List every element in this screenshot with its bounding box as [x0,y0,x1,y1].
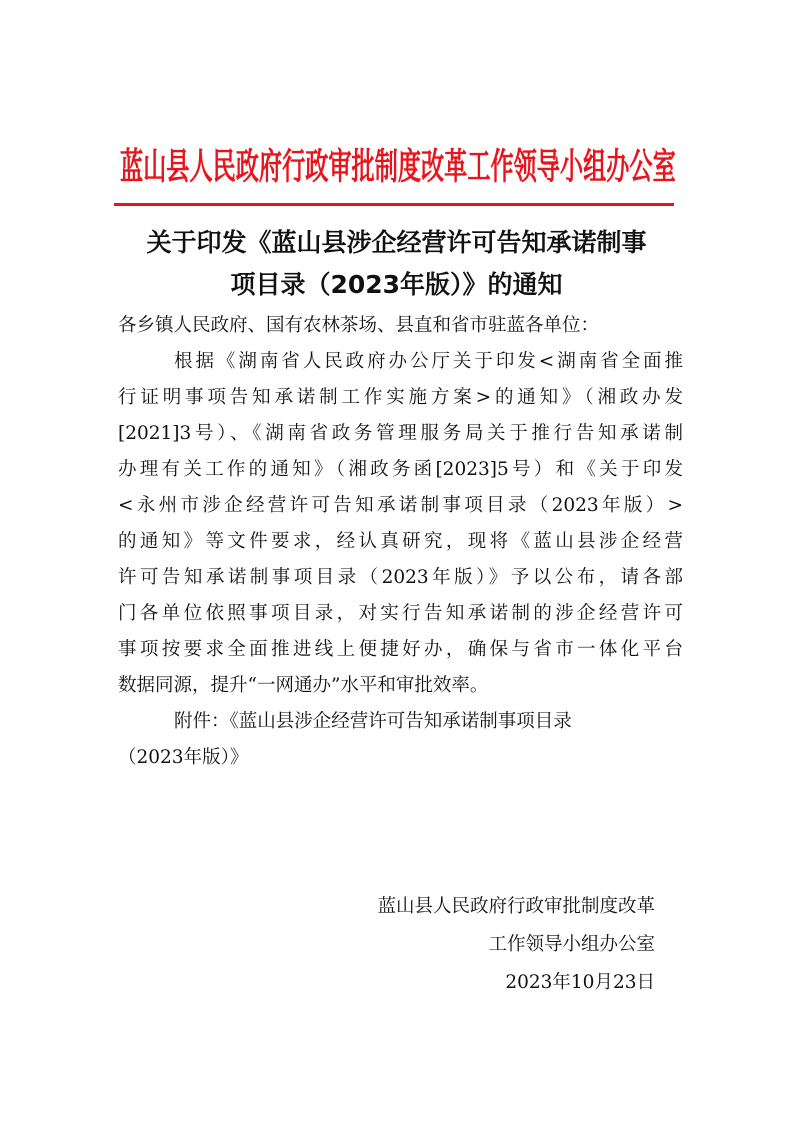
body-line: 行证明事项告知承诺制工作实施方案>的通知》（湘政办发 [118,387,683,408]
attachment-line: 附件：《蓝山县涉企经营许可告知承诺制事项目录 [174,711,572,732]
document-title-line-2: 项目录（2023年版）》的通知 [230,270,563,299]
body-line: 门各单位依照事项目录，对实行告知承诺制的涉企经营许可 [118,603,683,624]
body-line: 办理有关工作的通知》（湘政务函[2023]5号）和《关于印发 [118,459,683,480]
signature-org-line-2: 工作领导小组办公室 [488,934,655,955]
signature-org-line-1: 蓝山县人民政府行政审批制度改革 [377,896,655,917]
letterhead-title: 蓝山县人民政府行政审批制度改革工作领导小组办公室 [120,147,676,188]
document-title [80,222,713,306]
body-line: <永州市涉企经营许可告知承诺制事项目录（2023年版）> [118,495,683,516]
document-title-line-1: 关于印发《蓝山县涉企经营许可告知承诺制事 [146,228,647,257]
document-body [118,308,683,776]
body-line: 的通知》等文件要求，经认真研究，现将《蓝山县涉企经营 [118,531,683,552]
body-line: [2021]3号）、《湖南省政务管理服务局关于推行告知承诺制 [118,423,683,444]
body-line: 事项按要求全面推进线上便捷好办，确保与省市一体化平台 [118,639,683,660]
salutation: 各乡镇人民政府、国有农林茶场、县直和省市驻蓝各单位： [118,315,600,336]
body-line: 许可告知承诺制事项目录（2023年版）》予以公布，请各部 [118,567,683,588]
body-line: 根据《湖南省人民政府办公厅关于印发<湖南省全面推 [174,351,683,372]
body-line: 数据同源，提升“一网通办”水平和审批效率。 [118,675,489,696]
letterhead [120,112,676,192]
signature-block [377,888,655,1002]
letterhead-divider [114,203,674,206]
signature-date: 2023年10月23日 [505,972,655,993]
attachment-line: （2023年版）》 [118,747,249,768]
